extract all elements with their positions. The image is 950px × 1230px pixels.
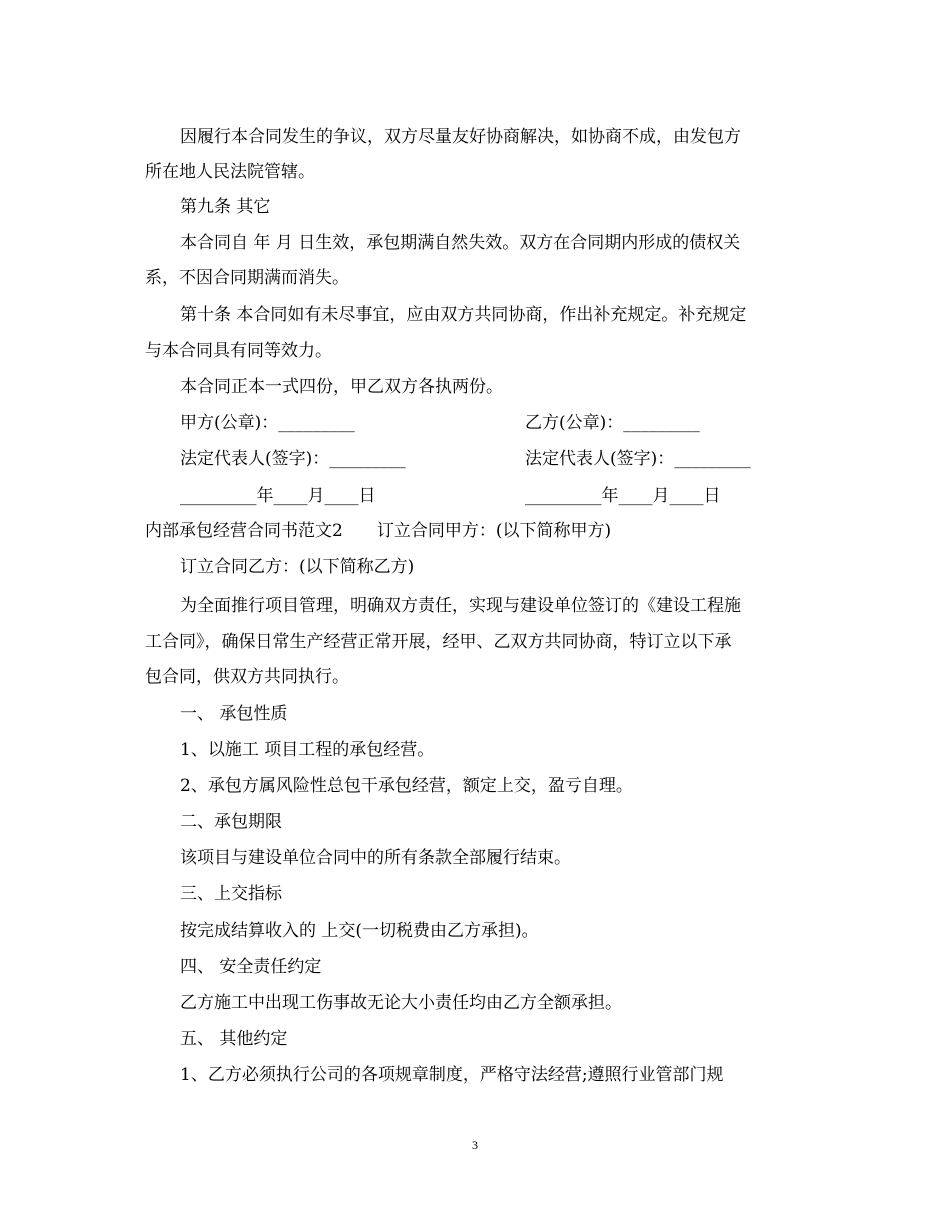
page-number: 3 [472,1138,478,1152]
section-heading: 四、 安全责任约定 [180,957,322,977]
list-item: 1、以施工 项目工程的承包经营。 [180,740,435,760]
party-a-seal: 甲方(公章)：_________ [180,413,355,433]
paragraph-line: 为全面推行项目管理，明确双方责任，实现与建设单位签订的《建设工程施 [180,596,741,616]
document-title-line: 内部承包经营合同书范文2 订立合同甲方：(以下简称甲方) [145,521,612,541]
paragraph-line: 乙方施工中出现工伤事故无论大小责任均由乙方全额承担。 [180,993,622,1013]
paragraph-line: 按完成结算收入的 上交(一切税费由乙方承担)。 [180,921,539,941]
paragraph-line: 与本合同具有同等效力。 [145,341,332,361]
list-item: 2、承包方属风险性总包干承包经营，额定上交，盈亏自理。 [180,776,633,796]
paragraph-line: 本合同自 年 月 日生效，承包期满自然失效。双方在合同期内形成的债权关 [180,233,741,253]
section-heading: 二、承包期限 [180,812,282,832]
paragraph-line: 系，不因合同期满而消失。 [145,268,349,288]
party-a-date: _________年____月____日 [180,486,376,506]
paragraph-line: 该项目与建设单位合同中的所有条款全部履行结束。 [180,848,571,868]
section-heading: 五、 其他约定 [180,1029,288,1049]
paragraph-line: 工合同》，确保日常生产经营正常开展，经甲、乙双方共同协商，特订立以下承 [145,632,732,652]
list-item: 1、乙方必须执行公司的各项规章制度，严格守法经营;遵照行业管部门规 [180,1065,724,1085]
paragraph-line: 订立合同乙方：(以下简称乙方) [180,557,415,577]
paragraph-line: 包合同，供双方共同执行。 [145,667,349,687]
party-b-date: _________年____月____日 [525,486,721,506]
paragraph-line: 所在地人民法院管辖。 [145,162,315,182]
section-heading: 三、上交指标 [180,884,282,904]
party-b-representative: 法定代表人(签字)：_________ [525,449,751,469]
party-a-representative: 法定代表人(签字)：_________ [180,449,406,469]
party-b-seal: 乙方(公章)：_________ [525,413,700,433]
paragraph-line: 本合同正本一式四份，甲乙双方各执两份。 [180,377,503,397]
section-heading: 一、 承包性质 [180,704,288,724]
section-heading: 第九条 其它 [180,197,271,217]
paragraph-line: 第十条 本合同如有未尽事宜，应由双方共同协商，作出补充规定。补充规定 [180,305,747,325]
paragraph-line: 因履行本合同发生的争议，双方尽量友好协商解决，如协商不成，由发包方 [180,127,741,147]
